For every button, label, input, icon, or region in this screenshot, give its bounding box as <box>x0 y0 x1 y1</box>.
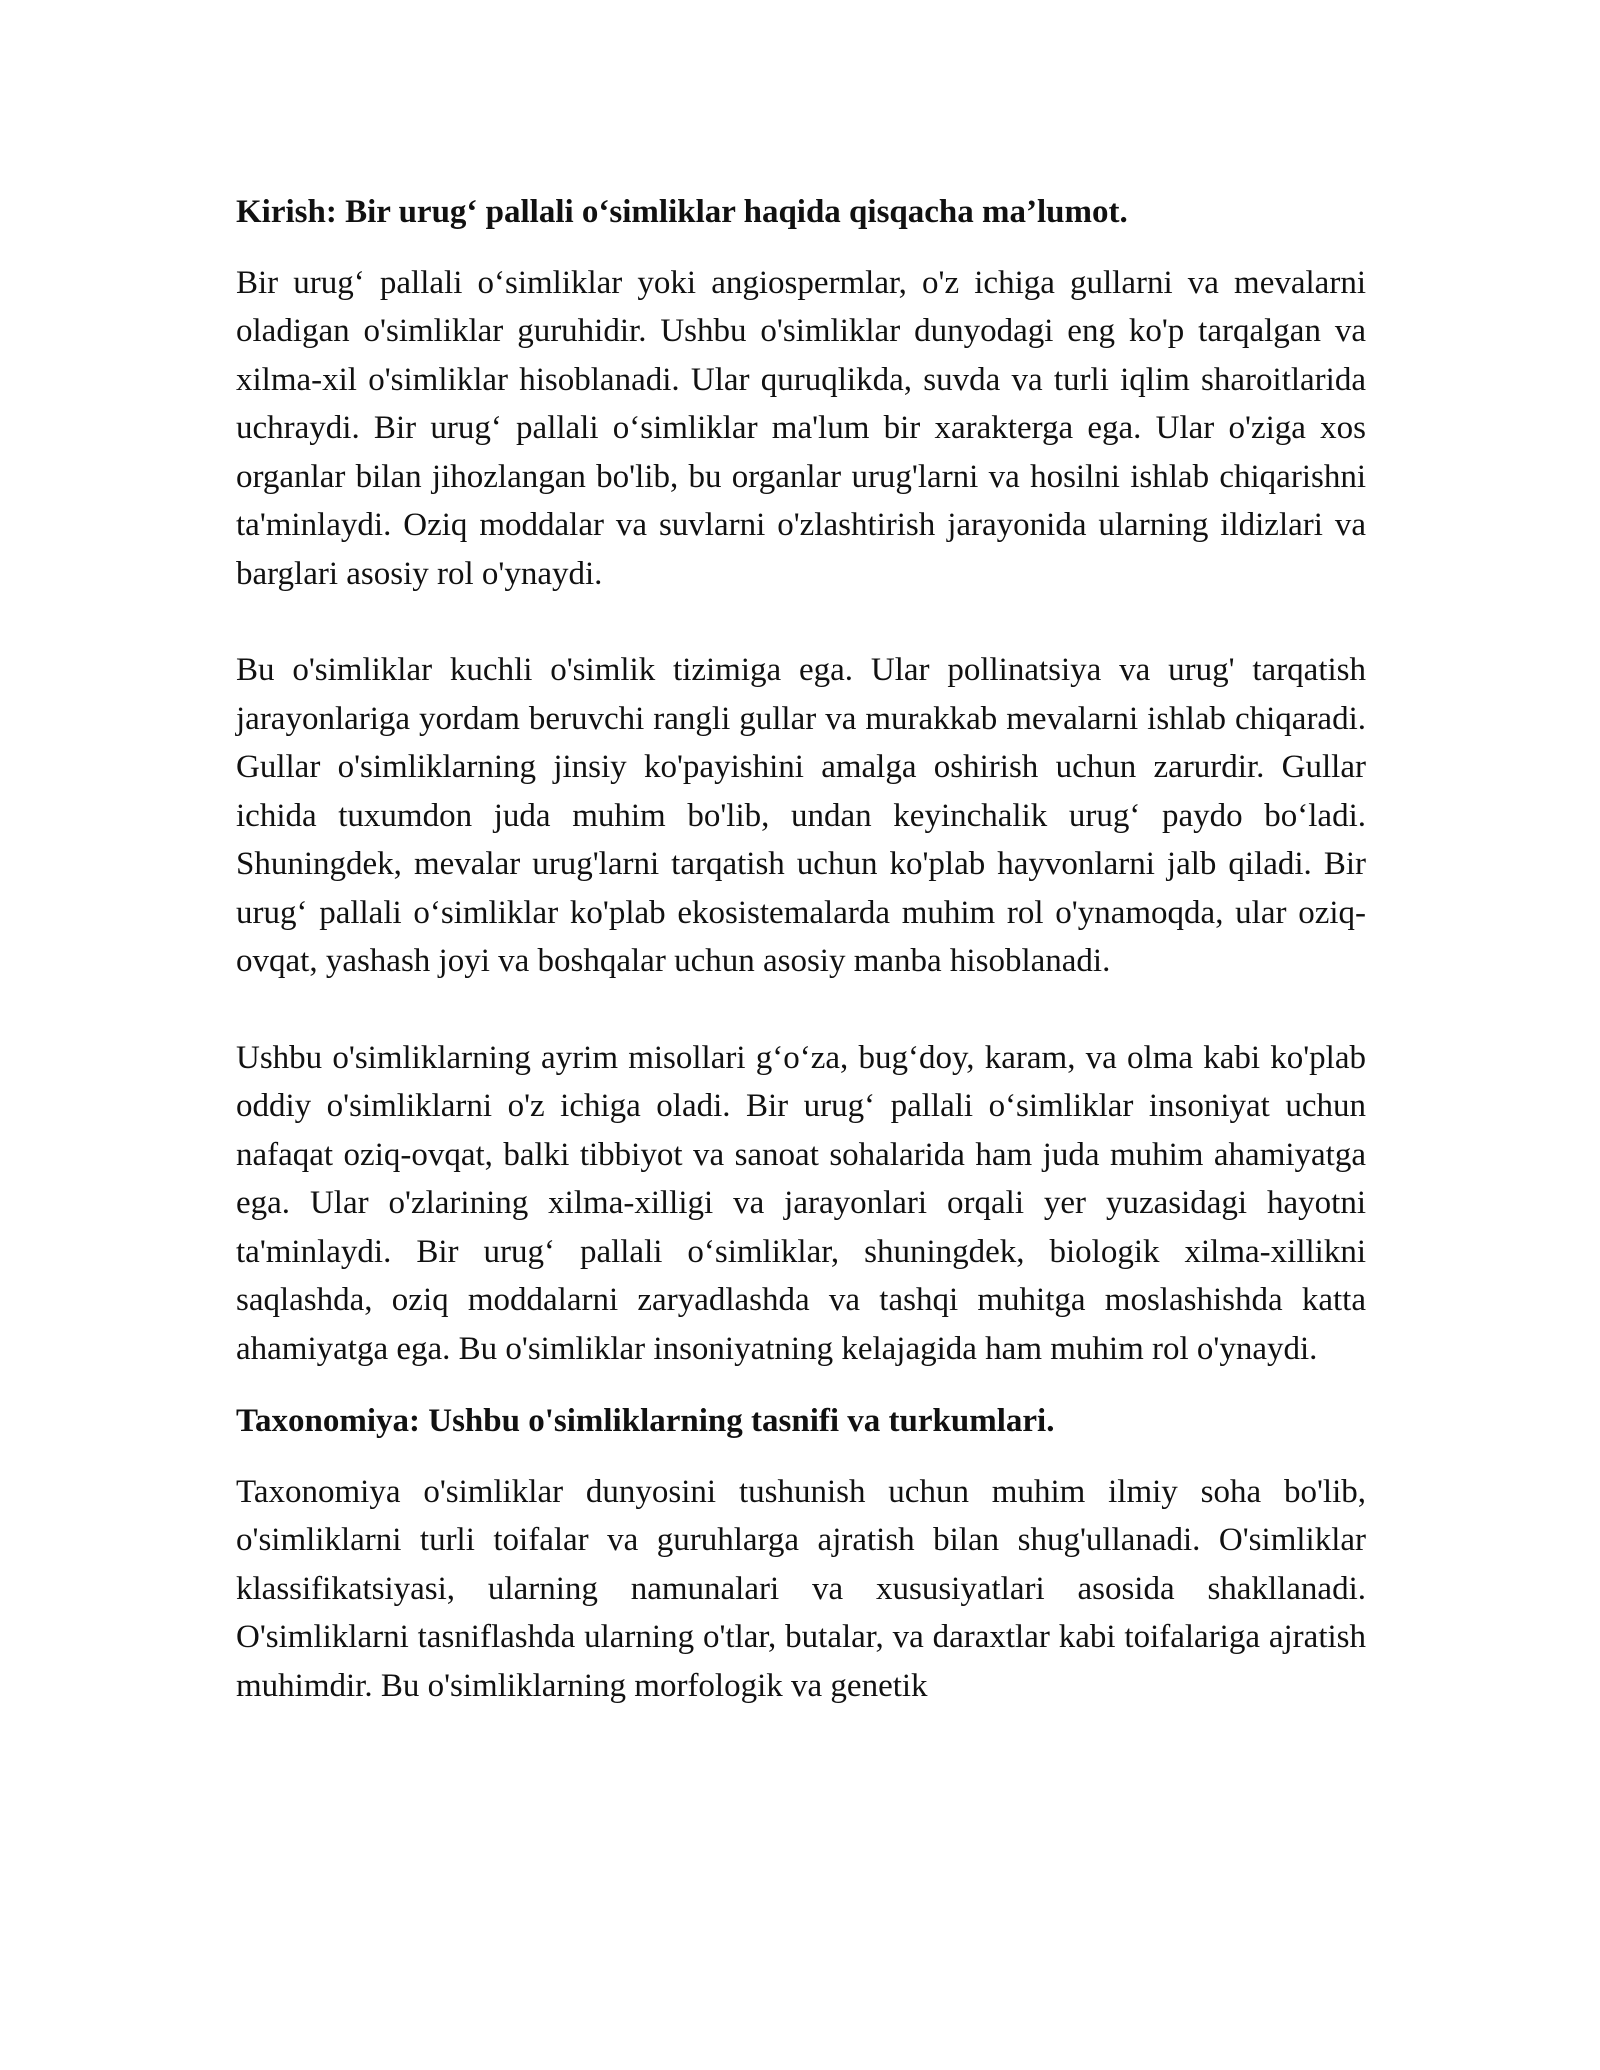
paragraph-introduction-2: Bu o'simliklar kuchli o'simlik tizimiga ega. Ular pollinatsiya va urug' tarqatish jarayonlariga yordam beruvchi rangli gullar va murakkab mevalarni ishlab chiqaradi. Gullar o'simliklarning jinsiy ko'payishini amalga oshirish uchun zarurdir. Gullar ichida tuxumdon juda muhim bo'lib, undan keyinchalik urug‘ paydo bo‘ladi. Shuningdek, mevalar urug'larni tarqatish uchun ko'plab hayvonlarni jalb qiladi. Bir urug‘ pallali o‘simliklar ko'plab ekosistemalarda muhim rol o'ynamoqda, ular oziq-ovqat, yashash joyi va boshqalar uchun asosiy manba hisoblanadi. <box>236 652 1366 979</box>
section-heading-taxonomy: Taxonomiya: Ushbu o'simliklarning tasnifi va turkumlari. <box>236 1403 1055 1439</box>
paragraph-spacer <box>236 598 1366 646</box>
paragraph-introduction-3: Ushbu o'simliklarning ayrim misollari g‘o‘za, bug‘doy, karam, va olma kabi ko'plab oddiy o'simliklarni o'z ichiga oladi. Bir urug‘ pallali o‘simliklar insoniyat uchun nafaqat oziq-ovqat, balki tibbiyot va sanoat sohalarida ham juda muhim ahamiyatga ega. Ular o'zlarining xilma-xilligi va jarayonlari orqali yer yuzasidagi hayotni ta'minlaydi. Bir urug‘ pallali o‘simliklar, shuningdek, biologik xilma-xillikni saqlashda, oziq moddalarni zaryadlashda va tashqi muhitga moslashishda katta ahamiyatga ega. Bu o'simliklar insoniyatning kelajagida ham muhim rol o'ynaydi. <box>236 1039 1366 1367</box>
document-page <box>236 188 1366 1710</box>
paragraph-spacer <box>236 1373 1366 1397</box>
section-heading-introduction: Kirish: Bir urug‘ pallali o‘simliklar haqida qisqacha ma’lumot. <box>236 194 1128 230</box>
paragraph-introduction-1: Bir urug‘ pallali o‘simliklar yoki angiospermlar, o'z ichiga gullarni va mevalarni oladigan o'simliklar guruhidir. Ushbu o'simliklar dunyodagi eng ko'p tarqalgan va xilma-xil o'simliklar hisoblanadi. Ular quruqlikda, suvda va turli iqlim sharoitlarida uchraydi. Bir urug‘ pallali o‘simliklar ma'lum bir xarakterga ega. Ular o'ziga xos organlar bilan jihozlangan bo'lib, bu organlar urug'larni va hosilni ishlab chiqarishni ta'minlaydi. Oziq moddalar va suvlarni o'zlashtirish jarayonida ularning ildizlari va barglari asosiy rol o'ynaydi. <box>236 264 1366 592</box>
paragraph-spacer <box>236 986 1366 1034</box>
paragraph-taxonomy-1: Taxonomiya o'simliklar dunyosini tushunish uchun muhim ilmiy soha bo'lib, o'simliklarni turli toifalar va guruhlarga ajratish bilan shug'ullanadi. O'simliklar klassifikatsiyasi, ularning namunalari va xususiyatlari asosida shakllanadi. O'simliklarni tasniflashda ularning o'tlar, butalar, va daraxtlar kabi toifalariga ajratish muhimdir. Bu o'simliklarning morfologik va genetik <box>236 1473 1366 1704</box>
